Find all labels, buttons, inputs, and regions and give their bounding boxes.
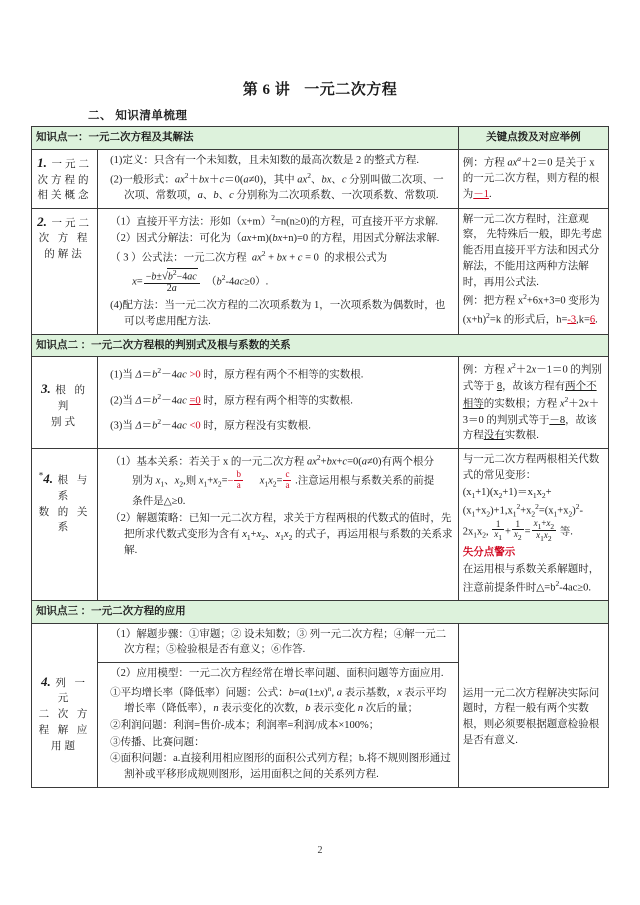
definition-line: (1)定义：只含有一个未知数，且未知数的最高次数是 2 的整式方程. bbox=[110, 154, 419, 166]
right-column-header: 关键点拨及对应举例 bbox=[458, 127, 608, 150]
row-content-5b bbox=[98, 663, 459, 788]
row-label: 一元二 次方程的 相关概念 bbox=[37, 158, 92, 202]
table-row bbox=[32, 208, 609, 334]
row-right-2 bbox=[458, 208, 608, 334]
section-subheading: 二、 知识清单梳理 bbox=[88, 110, 188, 122]
answer-highlight-root: －1 bbox=[473, 188, 489, 200]
banner-row-1 bbox=[32, 127, 609, 150]
row-content-5a bbox=[98, 623, 459, 663]
row-index-1 bbox=[32, 149, 98, 208]
solving-steps: （1）解题步骤：①审题；② 设未知数；③ 列一元二次方程；④解一元二次方程；⑤检验根是否有意义；⑥作答. bbox=[110, 628, 447, 656]
banner-knowledge-point-2: 知识点二 ：一元二次方程根的判别式及根与系数的关系 bbox=[32, 334, 609, 357]
example-note-2: 例：把方程 $x^2+6x+3=0$ 变形为$(x+h)^2=k$ 的形式后，h=-3,k=6. bbox=[462, 292, 600, 325]
banner-row-3 bbox=[32, 600, 609, 623]
row-star-marker: * bbox=[38, 470, 44, 481]
discriminant-negative: (3)当 $\Delta=b^2-4ac <0$ 时，原方程没有实数根. bbox=[110, 416, 311, 432]
answer-highlight-k: 6 bbox=[589, 314, 596, 325]
model-area: ④面积问题：a.直接利用相应图形的面积公式列方程；b.将不规则图形通过割补或平移形成规则图形，运用面积之间的关系列方程. bbox=[110, 753, 451, 781]
example-note-1: 例：方程 $ax^a+2=0$ 是关于 x 的一元二次方程，则方程的根为－1. bbox=[462, 153, 600, 200]
row-number: 4. bbox=[41, 673, 51, 689]
table-row bbox=[32, 623, 609, 663]
table-row bbox=[32, 449, 609, 601]
method-direct-sqrt: （1）直接开平方法：形如$(x+m)^2=n(n\ge 0)$的方程，可直接开平方求解. bbox=[110, 212, 439, 227]
banner-row-2 bbox=[32, 334, 609, 357]
row-number: 2. bbox=[37, 213, 47, 229]
row-number: 4. bbox=[43, 471, 54, 487]
basic-relation: （1）基本关系：若关于 x 的一元二次方程 $ax^2+bx+c=0(a\ne 0)$有两个根分 bbox=[110, 453, 435, 468]
discriminant-zero: (2)当 $\Delta=b^2-4ac =0$ 时，原方程有两个相等的实数根. bbox=[110, 391, 353, 407]
quadratic-formula: x= $\frac{-b\pm√b^2-4ac}{2a}$ $(b^2-4ac\ge 0)$. bbox=[132, 267, 269, 294]
warning-body: 在运用根与系数关系解题时，注意前提条件时$\triangle=b^2-4ac\ge 0$. bbox=[462, 563, 600, 594]
row-index-2 bbox=[32, 208, 98, 334]
method-formula: （ 3 ）公式法：一元二次方程 $ax^2$ + bx + c = 0 的求根公式为 bbox=[110, 248, 388, 263]
strategy-note-2: 解一元二次方程时，注意观察， 先特殊后一般，即先考虑能否用直接开平方法和因式分解法，不能用这两种方法解时，再用公式法. bbox=[462, 213, 602, 288]
row-label: 一元二 次 方 程 的解法 bbox=[38, 217, 92, 260]
row-right-1 bbox=[458, 149, 608, 208]
row-label: 列 一 元 二 次 方 程 解 应 用题 bbox=[38, 677, 91, 752]
knowledge-table bbox=[31, 126, 609, 788]
model-growth-rate: ①平均增长率（降低率）问题：公式：$b=a(1\pm x)^n$, a 表示基数，x 表示平均增长率（降低率），n 表示变化的次数，b 表示变化 n 次后的量； bbox=[110, 683, 447, 715]
method-completing-square: (4)配方法：当一元二次方程的二次项系数为 1，一次项系数为偶数时，也可以考虑用配方法. bbox=[110, 300, 446, 327]
banner-knowledge-point-3: 知识点三 ：一元二次方程的应用 bbox=[32, 600, 609, 623]
application-note: 运用一元二次方程解决实际问题时，方程一般有两个实数根，则必须要根据题意检验根是否有意义. bbox=[462, 687, 600, 746]
model-profit: ②利润问题：利润=售价-成本；利润率=利润/成本×100%； bbox=[110, 719, 380, 731]
solving-strategy: （2）解题策略：已知一元二次方程，求关于方程两根的代数式的值时，先把所求代数式变形为含有 $x_1+x_2$、$x_1x_2$ 的式子，再运用根与系数的关系求解. bbox=[110, 513, 453, 557]
row-index-5 bbox=[32, 623, 98, 787]
row-content-4 bbox=[98, 449, 459, 601]
row-right-4 bbox=[458, 449, 608, 601]
title-lecture: 第 6 讲 bbox=[242, 82, 291, 98]
common-transform-note: 与一元二次方程两根相关代数式的常见变形： bbox=[462, 454, 600, 481]
row-content-1 bbox=[98, 149, 459, 208]
warning-heading: 失分点警示 bbox=[462, 547, 516, 559]
row-label: 根 与 系 数 的 关 系 bbox=[38, 475, 91, 534]
row-right-3 bbox=[458, 357, 608, 449]
example-note-3: 例：方程 $x^2+2x-1=0$ 的判别式等于 8，故该方程有两个不相等的实数根；方程 $x^2+2x+3=0$ 的判别式等于－8，故该方程没有实数根. bbox=[462, 361, 602, 442]
table-row bbox=[32, 357, 609, 449]
vieta-formulas: 别为 $x_1$、$x_2$,则 $x_1+x_2=-$ $\frac{b}{a}$ $x_1x_2=$ $\frac{c}{a}$ .注意运用根与系数关系的前提 bbox=[132, 469, 435, 490]
row-label: 根 的 判 别式 bbox=[51, 385, 89, 428]
common-transform-formulas: $(x_1+1)(x_2+1)=x_1x_2+(x_1+x_2)+1,x_1^2+x_2^2=(x_1+x_2)^2-2x_1x_2$, $\frac{1}{x_1}$ + $\frac{1}{x_2}$ = $\frac{x_1+x_2}{x_1x_2}$ 等. bbox=[462, 486, 583, 544]
answer-highlight-h: -3 bbox=[567, 314, 577, 325]
banner-knowledge-point-1: 知识点一：一元二次方程及其解法 bbox=[32, 127, 459, 150]
general-form-line: (2)一般形式：$ax^2+bx+c=0(a\ne 0)$，其中 $ax^2$、bx、c 分别叫做二次项、一次项、常数项，a、b、c 分别称为二次项系数、一次项系数、常数项. bbox=[110, 170, 444, 201]
row-index-4 bbox=[32, 449, 98, 601]
application-models: （2）应用模型：一元二次方程经常在增长率问题、面积问题等方面应用. bbox=[110, 668, 444, 680]
discriminant-positive: (1)当 $\Delta=b^2-4ac >0$ 时，原方程有两个不相等的实数根. bbox=[110, 366, 364, 381]
row-right-5 bbox=[458, 623, 608, 787]
row-number: 3. bbox=[41, 381, 51, 397]
method-factoring: （2）因式分解法：可化为（ax+m)(bx+n)=0 的方程，用因式分解法求解. bbox=[110, 232, 440, 244]
row-index-3 bbox=[32, 357, 98, 449]
row-number: 1. bbox=[37, 154, 47, 170]
vieta-precondition: 条件是△≥0. bbox=[132, 496, 186, 508]
title-topic: 一元二次方程 bbox=[304, 82, 398, 98]
model-spread-match: ③传播、比赛问题： bbox=[110, 736, 205, 748]
page-number: 2 bbox=[317, 845, 323, 856]
row-content-3 bbox=[98, 357, 459, 449]
table-row bbox=[32, 149, 609, 208]
row-content-2 bbox=[98, 208, 459, 334]
page-title bbox=[0, 0, 640, 99]
